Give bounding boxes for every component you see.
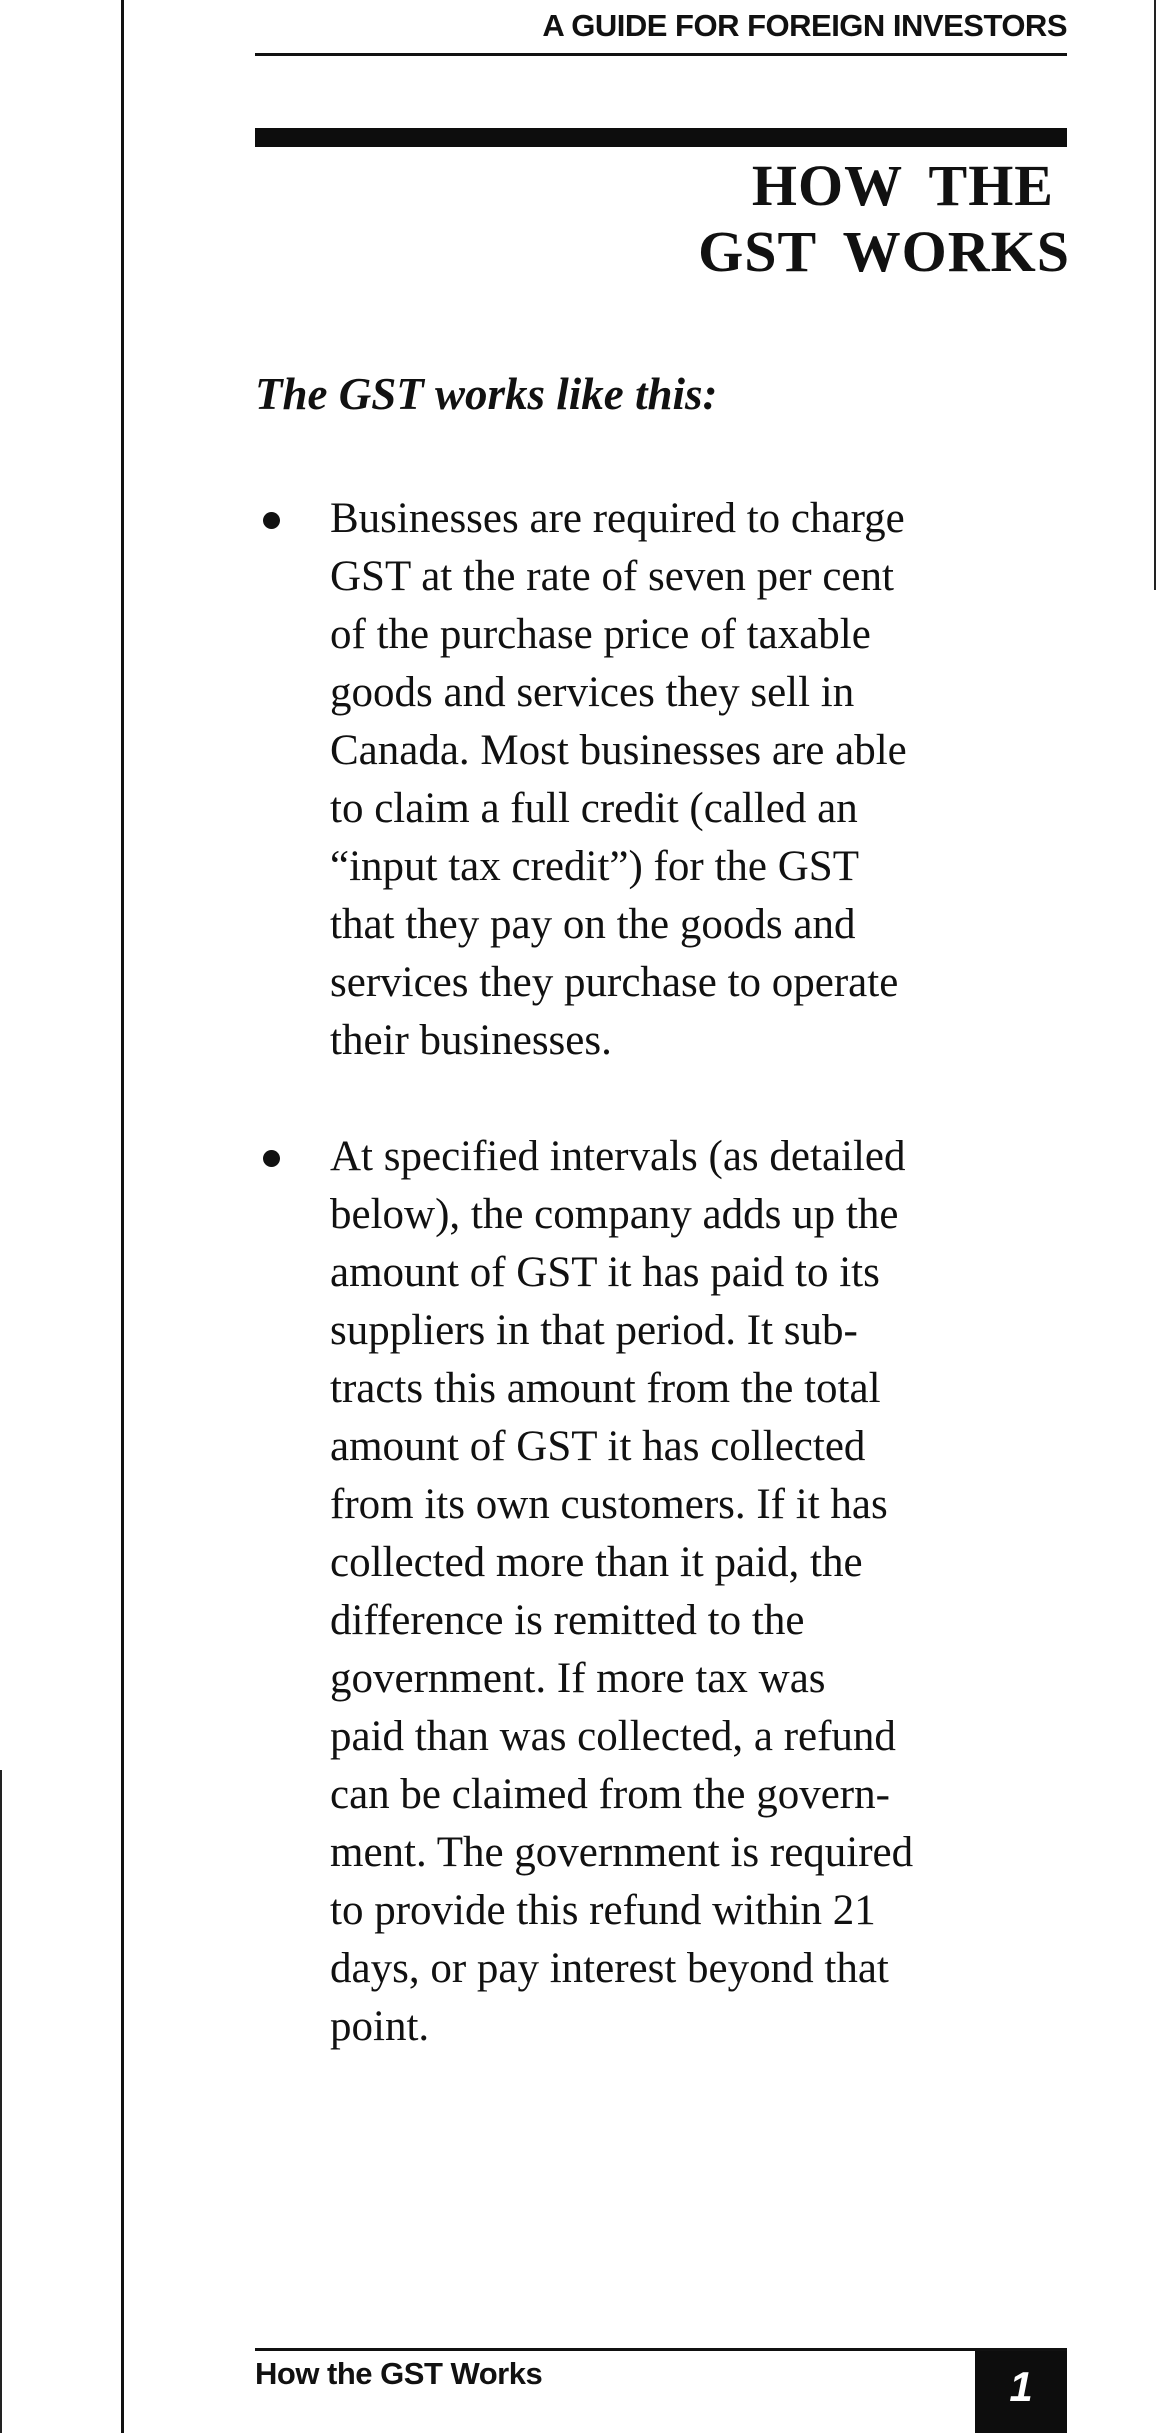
bullet-line: government. If more tax was xyxy=(330,1655,826,1702)
bullet-list xyxy=(255,490,1075,2114)
bullet-line: At specified intervals (as detailed xyxy=(330,1133,906,1180)
bullet-line: to provide this refund within 21 xyxy=(330,1887,876,1934)
bullet-line: collected more than it paid, the xyxy=(330,1539,863,1586)
bullet-item xyxy=(255,490,1075,1070)
bullet-line: difference is remitted to the xyxy=(330,1597,805,1644)
bullet-line: can be claimed from the govern- xyxy=(330,1771,890,1818)
bullet-line: of the purchase price of taxable xyxy=(330,611,871,658)
bullet-line: from its own customers. If it has xyxy=(330,1481,888,1528)
bullet-icon xyxy=(263,512,280,529)
bullet-line: days, or pay interest beyond that xyxy=(330,1945,889,1992)
bullet-line: paid than was collected, a refund xyxy=(330,1713,896,1760)
page-number-box xyxy=(975,2351,1067,2433)
bullet-text xyxy=(330,490,1075,1070)
running-header: A GUIDE FOR FOREIGN INVESTORS xyxy=(542,8,1067,43)
bullet-line: services they purchase to operate xyxy=(330,959,899,1006)
intro-heading: The GST works like this: xyxy=(255,369,718,419)
bullet-line: their businesses. xyxy=(330,1017,612,1064)
bullet-item xyxy=(255,1128,1075,2056)
bullet-line: amount of GST it has paid to its xyxy=(330,1249,880,1296)
header-rule xyxy=(255,53,1067,56)
left-edge-rule xyxy=(0,1770,2,2433)
bullet-text xyxy=(330,1128,1075,2056)
title-bar xyxy=(255,128,1067,147)
bullet-line: goods and services they sell in xyxy=(330,669,855,716)
bullet-line: Businesses are required to charge xyxy=(330,495,905,542)
bullet-line: ment. The government is required xyxy=(330,1829,914,1876)
bullet-line: that they pay on the goods and xyxy=(330,901,856,948)
bullet-icon xyxy=(263,1150,280,1167)
bullet-line: “input tax credit”) for the GST xyxy=(330,843,859,890)
page-number: 1 xyxy=(1009,2363,1033,2410)
bullet-line: point. xyxy=(330,2003,430,2050)
bullet-line: amount of GST it has collected xyxy=(330,1423,866,1470)
page-title xyxy=(560,153,1070,285)
bullet-line: suppliers in that period. It sub- xyxy=(330,1307,858,1354)
bullet-line: below), the company adds up the xyxy=(330,1191,899,1238)
left-margin-rule xyxy=(121,0,124,2433)
page-title-line-1: HOW THE xyxy=(751,153,1054,218)
bullet-line: GST at the rate of seven per cent xyxy=(330,553,894,600)
right-edge-rule xyxy=(1154,0,1156,590)
page-title-line-2: GST WORKS xyxy=(698,219,1070,284)
bullet-line: to claim a full credit (called an xyxy=(330,785,858,832)
bullet-line: tracts this amount from the total xyxy=(330,1365,881,1412)
footer-section-label: How the GST Works xyxy=(255,2356,543,2391)
bullet-line: Canada. Most businesses are able xyxy=(330,727,907,774)
footer-rule xyxy=(255,2348,1067,2351)
